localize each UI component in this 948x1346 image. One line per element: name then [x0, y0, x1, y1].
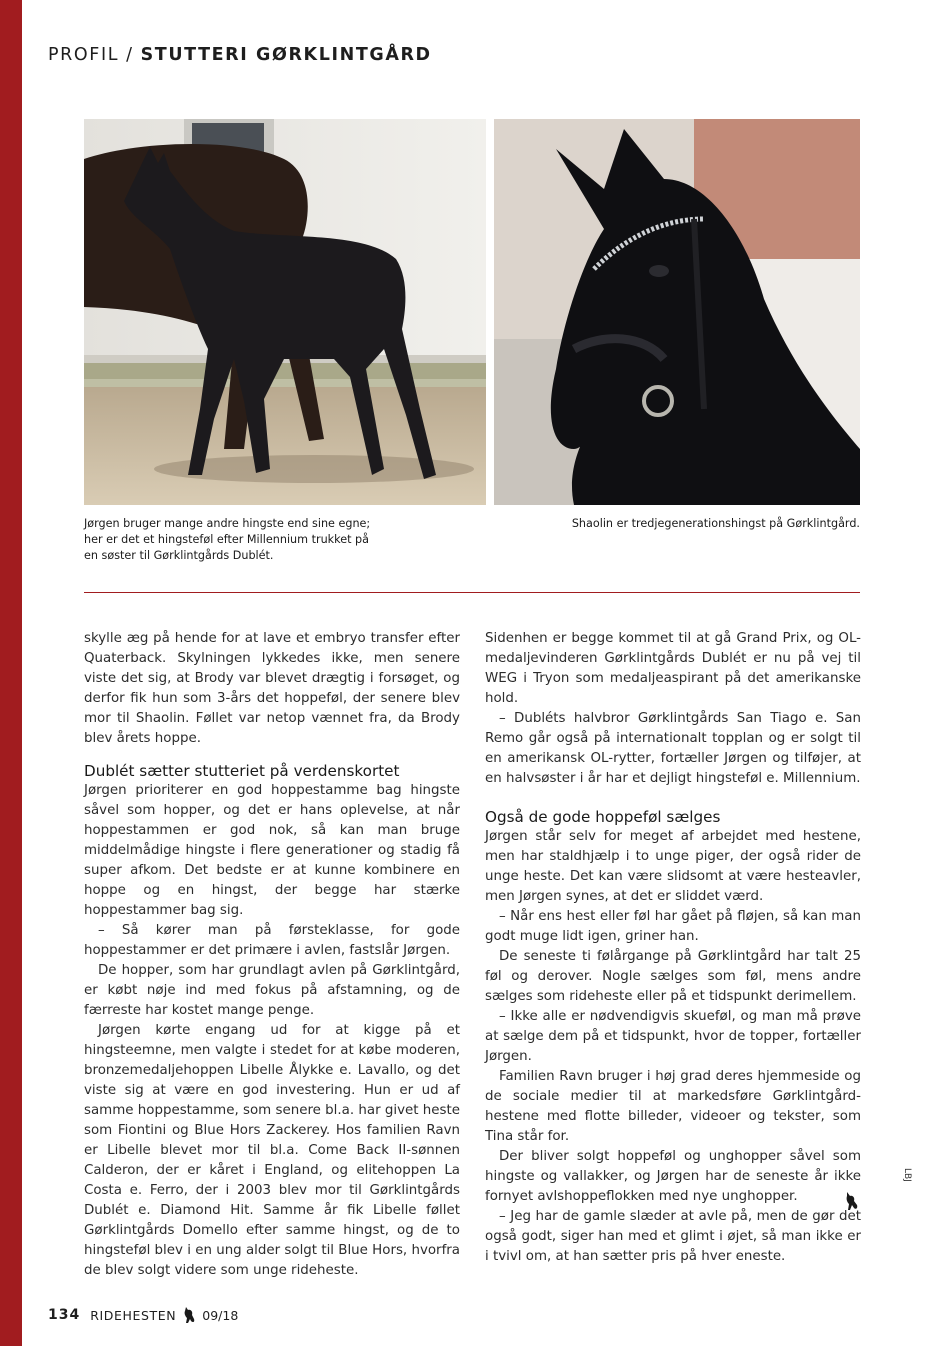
paragraph: Sidenhen er begge kommet til at gå Grand Prix, og OL-medaljevinderen Gørklintgårds Dublét er nu på vej til WEG i Tryon som medaljeaspirant på det amerikanske hold. — [485, 631, 861, 706]
paragraph: De seneste ti følårgange på Gørklintgård har talt 25 føl og derover. Nogle sælges som føl, mens andre sælges som rideheste eller på et tidspunkt derimellem. — [485, 949, 861, 1004]
paragraph: – Jeg har de gamle slæder at avle på, men de gør det også godt, siger han med et glimt i øjet, så man ikke er i tvivl om, at han sætter pris på hver eneste. — [485, 1209, 861, 1264]
page-footer — [48, 1306, 238, 1324]
horse-logo-icon — [182, 1306, 196, 1324]
horse-end-mark-icon — [842, 1190, 860, 1212]
article-column-right — [485, 629, 861, 1267]
red-margin-bar — [0, 0, 22, 1346]
page-header — [48, 45, 432, 65]
subheading: Dublét sætter stutteriet på verdenskortet — [84, 762, 400, 780]
paragraph: Der bliver solgt hoppeføl og unghopper såvel som hingste og vallakker, og Jørgen har de seneste år ikke fornyet avlshoppeflokken med nye unghopper. — [485, 1149, 861, 1204]
section-label: PROFIL — [48, 45, 120, 65]
paragraph: – Ikke alle er nødvendigvis skueføl, og man må prøve at sælge dem på et tidspunkt, hvor de topper, fortæller Jørgen. — [485, 1009, 861, 1064]
article-column-left — [84, 629, 460, 1281]
page-number: 134 — [48, 1307, 81, 1323]
photo-stallion-shaolin — [494, 119, 860, 505]
header-separator: / — [126, 45, 134, 65]
paragraph: Jørgen prioriterer en god hoppestamme bag hingste såvel som hopper, og det er hans oplevelse, at når hoppestammen er god nok, så kan man bruge middelmådige hingste i flere generationer og stadig få super afkom. Det bedste er at kunne kombinere en hoppe og en hingst, der begge har stærke hoppestammer bag sig. — [84, 783, 460, 918]
paragraph: – Så kører man på førsteklasse, for gode hoppestammer er det primære i avlen, fastslår Jørgen. — [84, 923, 460, 958]
photo-mare-and-foal — [84, 119, 486, 505]
photographer-credit: LBJ — [902, 1168, 912, 1182]
subheading: Også de gode hoppeføl sælges — [485, 808, 721, 826]
issue-number: 09/18 — [202, 1307, 239, 1323]
photo-caption-left: Jørgen bruger mange andre hingste end sine egne; her er det et hingsteføl efter Millennium trukket på en søster til Gørklintgårds Dublét. — [84, 517, 371, 562]
section-divider — [84, 592, 860, 593]
photo-caption-right: Shaolin er tredjegenerationshingst på Gørklintgård. — [571, 517, 860, 530]
page-title: STUTTERI GØRKLINTGÅRD — [140, 45, 432, 65]
paragraph: Familien Ravn bruger i høj grad deres hjemmeside og de sociale medier til at markedsføre Gørklintgård-hestene med flotte billeder, videoer og tekster, som Tina står for. — [485, 1069, 861, 1144]
paragraph: De hopper, som har grundlagt avlen på Gørklintgård, er købt nøje ind med fokus på afstamning, og de færreste har kostet mange penge. — [84, 963, 460, 1018]
paragraph: – Når ens hest eller føl har gået på fløjen, så kan man godt muge lidt igen, griner han. — [485, 909, 861, 944]
magazine-name: RIDEHESTEN — [90, 1307, 177, 1323]
paragraph: skylle æg på hende for at lave et embryo transfer efter Quaterback. Skylningen lykkedes ikke, men senere viste det sig, at Brody var blevet drægtig i forsøget, og derfor fik hun som 3-års det hoppeføl, der senere blev mor til Shaolin. Føllet var netop vænnet fra, da Brody blev årets hoppe. — [84, 631, 460, 746]
paragraph: Jørgen står selv for meget af arbejdet med hestene, men har staldhjælp i to unge piger, der også rider de unge heste. Det kan være slidsomt at være hesteavler, men Jørgen synes, at det er sliddet værd. — [485, 829, 861, 904]
paragraph: Jørgen kørte engang ud for at kigge på et hingsteemne, men valgte i stedet for at købe moderen, bronzemedaljehoppen Libelle Ålykke e. Lavallo, og det viste sig at være en god investering. Hun er ud af samme hoppestamme, som senere bl.a. har givet heste som Fiontini og Blue Hors Zackerey. Hos familien Ravn er Libelle blevet mor til bl.a. Come Back II-sønnen Calderon, der er kåret i England, og elitehoppen La Costa e. Ferro, der i 2003 blev mor til Gørklintgårds Dublét e. Diamond Hit. Samme år fik Libelle føllet Gørklintgårds Domello efter samme hingst, og de to hingsteføl blev i en ung alder solgt til Blue Hors, hvorfra de blev solgt videre som unge rideheste. — [84, 1023, 460, 1278]
paragraph: – Dubléts halvbror Gørklintgårds San Tiago e. San Remo går også på internationalt topplan og er solgt til en amerikansk OL-rytter, fortæller Jørgen og tilføjer, at en halvsøster i år har et dejligt hingsteføl e. Millennium. — [485, 711, 861, 786]
